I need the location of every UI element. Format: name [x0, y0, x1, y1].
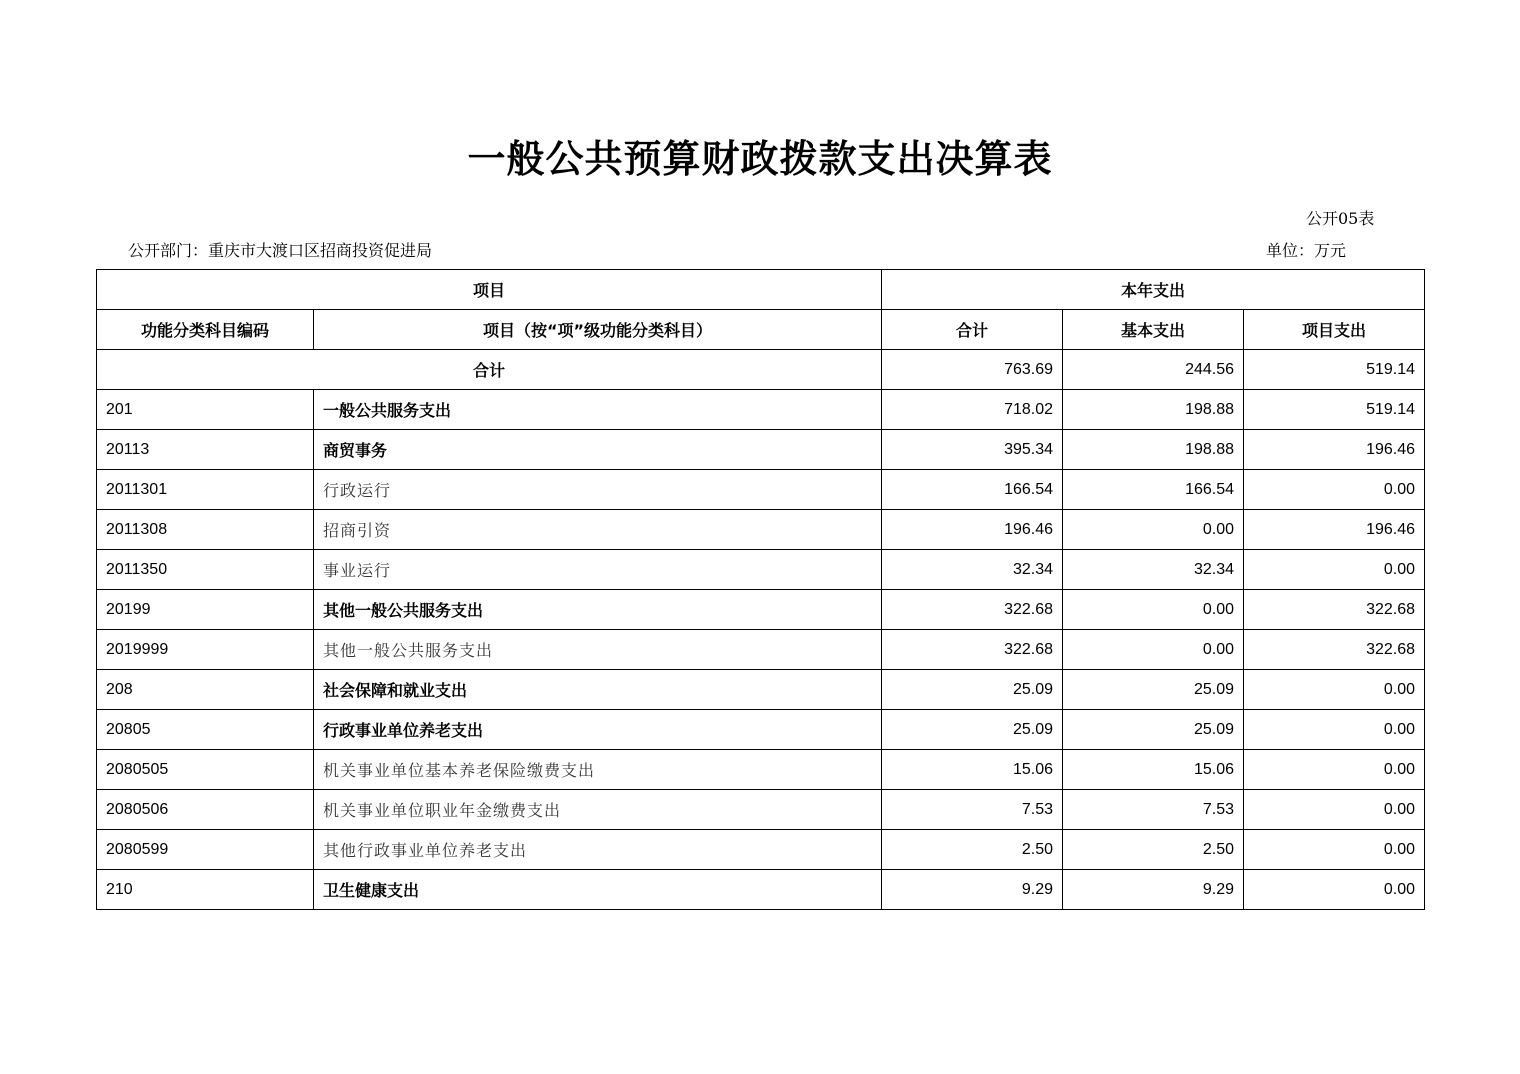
row-code: 20199 — [97, 590, 314, 630]
row-project: 0.00 — [1244, 790, 1425, 830]
table-row — [97, 870, 1425, 910]
row-code: 2011350 — [97, 550, 314, 590]
total-basic: 244.56 — [1063, 350, 1244, 390]
row-total: 32.34 — [882, 550, 1063, 590]
row-project: 0.00 — [1244, 830, 1425, 870]
table-row — [97, 470, 1425, 510]
row-project: 196.46 — [1244, 510, 1425, 550]
department-label: 公开部门：重庆市大渡口区招商投资促进局 — [128, 241, 433, 260]
row-name: 商贸事务 — [314, 430, 882, 470]
table-row — [97, 710, 1425, 750]
row-project: 0.00 — [1244, 550, 1425, 590]
row-basic: 7.53 — [1063, 790, 1244, 830]
row-total: 322.68 — [882, 630, 1063, 670]
row-code: 208 — [97, 670, 314, 710]
row-code: 20805 — [97, 710, 314, 750]
table-row — [97, 550, 1425, 590]
row-basic: 15.06 — [1063, 750, 1244, 790]
header-row-2 — [97, 310, 1425, 350]
row-basic: 25.09 — [1063, 710, 1244, 750]
row-project: 196.46 — [1244, 430, 1425, 470]
table-row — [97, 790, 1425, 830]
row-name: 社会保障和就业支出 — [314, 670, 882, 710]
row-basic: 25.09 — [1063, 670, 1244, 710]
row-total: 25.09 — [882, 670, 1063, 710]
row-code: 2080505 — [97, 750, 314, 790]
row-project: 0.00 — [1244, 750, 1425, 790]
row-total: 196.46 — [882, 510, 1063, 550]
row-code: 210 — [97, 870, 314, 910]
row-project: 519.14 — [1244, 390, 1425, 430]
budget-table — [96, 269, 1425, 910]
total-row — [97, 350, 1425, 390]
row-name: 卫生健康支出 — [314, 870, 882, 910]
row-project: 322.68 — [1244, 590, 1425, 630]
row-name: 行政事业单位养老支出 — [314, 710, 882, 750]
table-row — [97, 630, 1425, 670]
row-name: 其他一般公共服务支出 — [314, 590, 882, 630]
row-name: 一般公共服务支出 — [314, 390, 882, 430]
row-basic: 0.00 — [1063, 630, 1244, 670]
total-project: 519.14 — [1244, 350, 1425, 390]
row-total: 395.34 — [882, 430, 1063, 470]
row-name: 行政运行 — [314, 470, 882, 510]
row-name: 其他一般公共服务支出 — [314, 630, 882, 670]
header-project-expense: 项目支出 — [1244, 310, 1425, 350]
row-project: 0.00 — [1244, 470, 1425, 510]
row-code: 2080599 — [97, 830, 314, 870]
row-project: 0.00 — [1244, 870, 1425, 910]
unit-label: 单位：万元 — [1266, 241, 1347, 260]
row-total: 322.68 — [882, 590, 1063, 630]
table-row — [97, 590, 1425, 630]
row-total: 166.54 — [882, 470, 1063, 510]
row-total: 15.06 — [882, 750, 1063, 790]
table-row — [97, 670, 1425, 710]
row-project: 0.00 — [1244, 670, 1425, 710]
row-basic: 32.34 — [1063, 550, 1244, 590]
row-name: 其他行政事业单位养老支出 — [314, 830, 882, 870]
row-project: 0.00 — [1244, 710, 1425, 750]
header-code: 功能分类科目编码 — [97, 310, 314, 350]
row-name: 机关事业单位基本养老保险缴费支出 — [314, 750, 882, 790]
row-basic: 0.00 — [1063, 590, 1244, 630]
header-project: 项目 — [97, 270, 882, 310]
row-total: 9.29 — [882, 870, 1063, 910]
header-basic: 基本支出 — [1063, 310, 1244, 350]
form-number: 公开05表 — [1306, 209, 1375, 228]
row-basic: 0.00 — [1063, 510, 1244, 550]
row-basic: 2.50 — [1063, 830, 1244, 870]
page-title: 一般公共预算财政拨款支出决算表 — [467, 137, 1053, 181]
row-basic: 198.88 — [1063, 390, 1244, 430]
table-row — [97, 510, 1425, 550]
row-name: 机关事业单位职业年金缴费支出 — [314, 790, 882, 830]
header-row-1 — [97, 270, 1425, 310]
table-row — [97, 430, 1425, 470]
header-total: 合计 — [882, 310, 1063, 350]
row-total: 7.53 — [882, 790, 1063, 830]
table-row — [97, 830, 1425, 870]
total-amount: 763.69 — [882, 350, 1063, 390]
row-basic: 198.88 — [1063, 430, 1244, 470]
total-label: 合计 — [97, 350, 882, 390]
row-project: 322.68 — [1244, 630, 1425, 670]
row-code: 20113 — [97, 430, 314, 470]
row-code: 2011308 — [97, 510, 314, 550]
row-code: 2019999 — [97, 630, 314, 670]
row-name: 事业运行 — [314, 550, 882, 590]
row-code: 2011301 — [97, 470, 314, 510]
row-basic: 166.54 — [1063, 470, 1244, 510]
header-annual-expense: 本年支出 — [882, 270, 1425, 310]
table-row — [97, 750, 1425, 790]
row-name: 招商引资 — [314, 510, 882, 550]
header-item: 项目（按“项”级功能分类科目） — [314, 310, 882, 350]
row-basic: 9.29 — [1063, 870, 1244, 910]
row-total: 2.50 — [882, 830, 1063, 870]
row-code: 201 — [97, 390, 314, 430]
row-code: 2080506 — [97, 790, 314, 830]
table-row — [97, 390, 1425, 430]
row-total: 25.09 — [882, 710, 1063, 750]
row-total: 718.02 — [882, 390, 1063, 430]
